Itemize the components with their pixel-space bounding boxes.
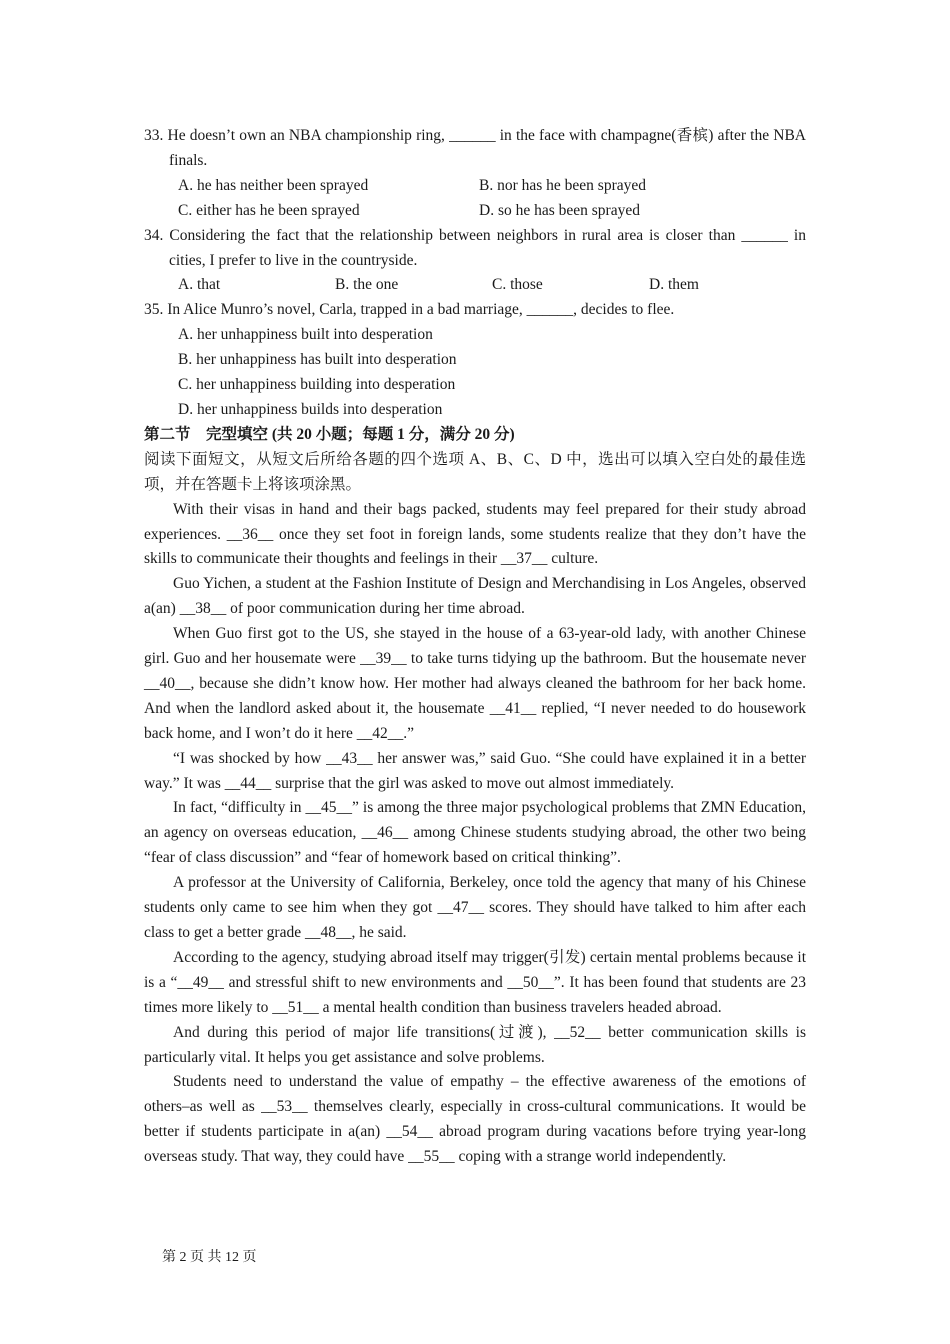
option-35-a: A. her unhappiness built into desperation — [178, 326, 433, 344]
option-35-b: B. her unhappiness has built into desperation — [178, 351, 457, 369]
option-35-c: C. her unhappiness building into desperation — [178, 376, 456, 394]
passage-paragraph: “I was shocked by how __43__ her answer was,” said Guo. “She could have explained it in a better way.” It was __44__ surprise that the girl was asked to move out almost immediately. — [144, 749, 806, 792]
question-33: 33. He doesn’t own an NBA championship ring, ______ in the face with champagne(香槟) after the NBA finals. — [144, 127, 806, 169]
passage-paragraph: When Guo first got to the US, she stayed in the house of a 63-year-old lady, with another Chinese girl. Guo and her housemate were __39__ to take turns tidying up the bathroom. But the housemate never __40__, because she didn’t know how. Her mother had always cleaned the bathroom for her back home. And when the landlord asked about it, the housemate __41__ replied, “I never needed to do housework back home, and I won’t do it here __42__.” — [144, 625, 806, 742]
option-33-d: D. so he has been sprayed — [479, 201, 640, 219]
passage-paragraph: With their visas in hand and their bags packed, students may feel prepared for their study abroad experiences. __36__ once they set foot in foreign lands, some students realize that they don’t have the skills to communicate their thoughts and feelings in their __37__ culture. — [144, 500, 806, 568]
passage-paragraph: A professor at the University of California, Berkeley, once told the agency that many of his Chinese students only came to see him when they got __47__ scores. They should have talked to him after each class to get a better grade __48__, he said. — [144, 874, 806, 941]
option-33-b: B. nor has he been sprayed — [479, 176, 647, 194]
option-33-c: C. either has he been sprayed — [178, 201, 360, 219]
page-footer: 第 2 页 共 12 页 — [162, 1250, 257, 1265]
question-34: 34. Considering the fact that the relationship between neighbors in rural area is closer than ______ in cities, I prefer to live in the countryside. — [144, 226, 806, 269]
passage-paragraph: Students need to understand the value of empathy – the effective awareness of the emotions of others–as well as __53__ themselves clearly, especially in cross-cultural communications. It would be better if students participate in a(an) __54__ abroad program during vacations before trying year-long overseas study. That way, they could have __55__ coping with a strange world independently. — [144, 1073, 806, 1166]
option-34-b: B. the one — [335, 276, 399, 294]
passage-paragraph: In fact, “difficulty in __45__” is among the three major psychological problems that ZMN Education, an agency on overseas education, __46__ among Chinese students studying abroad, the other two being “fear of class discussion” and “fear of homework based on critical thinking”. — [144, 799, 806, 867]
section-instruction: 阅读下面短文，从短文后所给各题的四个选项 A、B、C、D 中，选出可以填入空白处的最佳选项，并在答题卡上将该项涂黑。 — [144, 450, 806, 493]
passage-paragraph: Guo Yichen, a student at the Fashion Institute of Design and Merchandising in Los Angeles, observed a(an) __38__ of poor communication during her time abroad. — [144, 575, 806, 618]
option-34-c: C. those — [492, 276, 543, 294]
passage-paragraph: According to the agency, studying abroad itself may trigger(引发) certain mental problems because it is a “__49__ and stressful shift to new environments and __50__”. It has been found that students are 23 times more likely to __51__ a mental health condition than business travelers headed abroad. — [144, 948, 806, 1016]
section-title: 第二节 完型填空 (共 20 小题；每题 1 分，满分 20 分) — [144, 425, 515, 443]
option-35-d: D. her unhappiness builds into desperation — [178, 400, 443, 418]
options-33-row1 — [144, 174, 806, 199]
option-33-a: A. he has neither been sprayed — [178, 176, 369, 194]
options-34 — [144, 273, 806, 298]
question-35: 35. In Alice Munro’s novel, Carla, trapped in a bad marriage, ______, decides to flee. — [144, 301, 675, 319]
option-34-a: A. that — [178, 276, 221, 294]
exam-page — [144, 124, 806, 1170]
options-33-row2 — [144, 199, 806, 224]
passage-paragraph: And during this period of major life transitions(过渡), __52__ better communication skills is particularly vital. It helps you get assistance and solve problems. — [144, 1023, 806, 1066]
option-34-d: D. them — [649, 276, 699, 294]
